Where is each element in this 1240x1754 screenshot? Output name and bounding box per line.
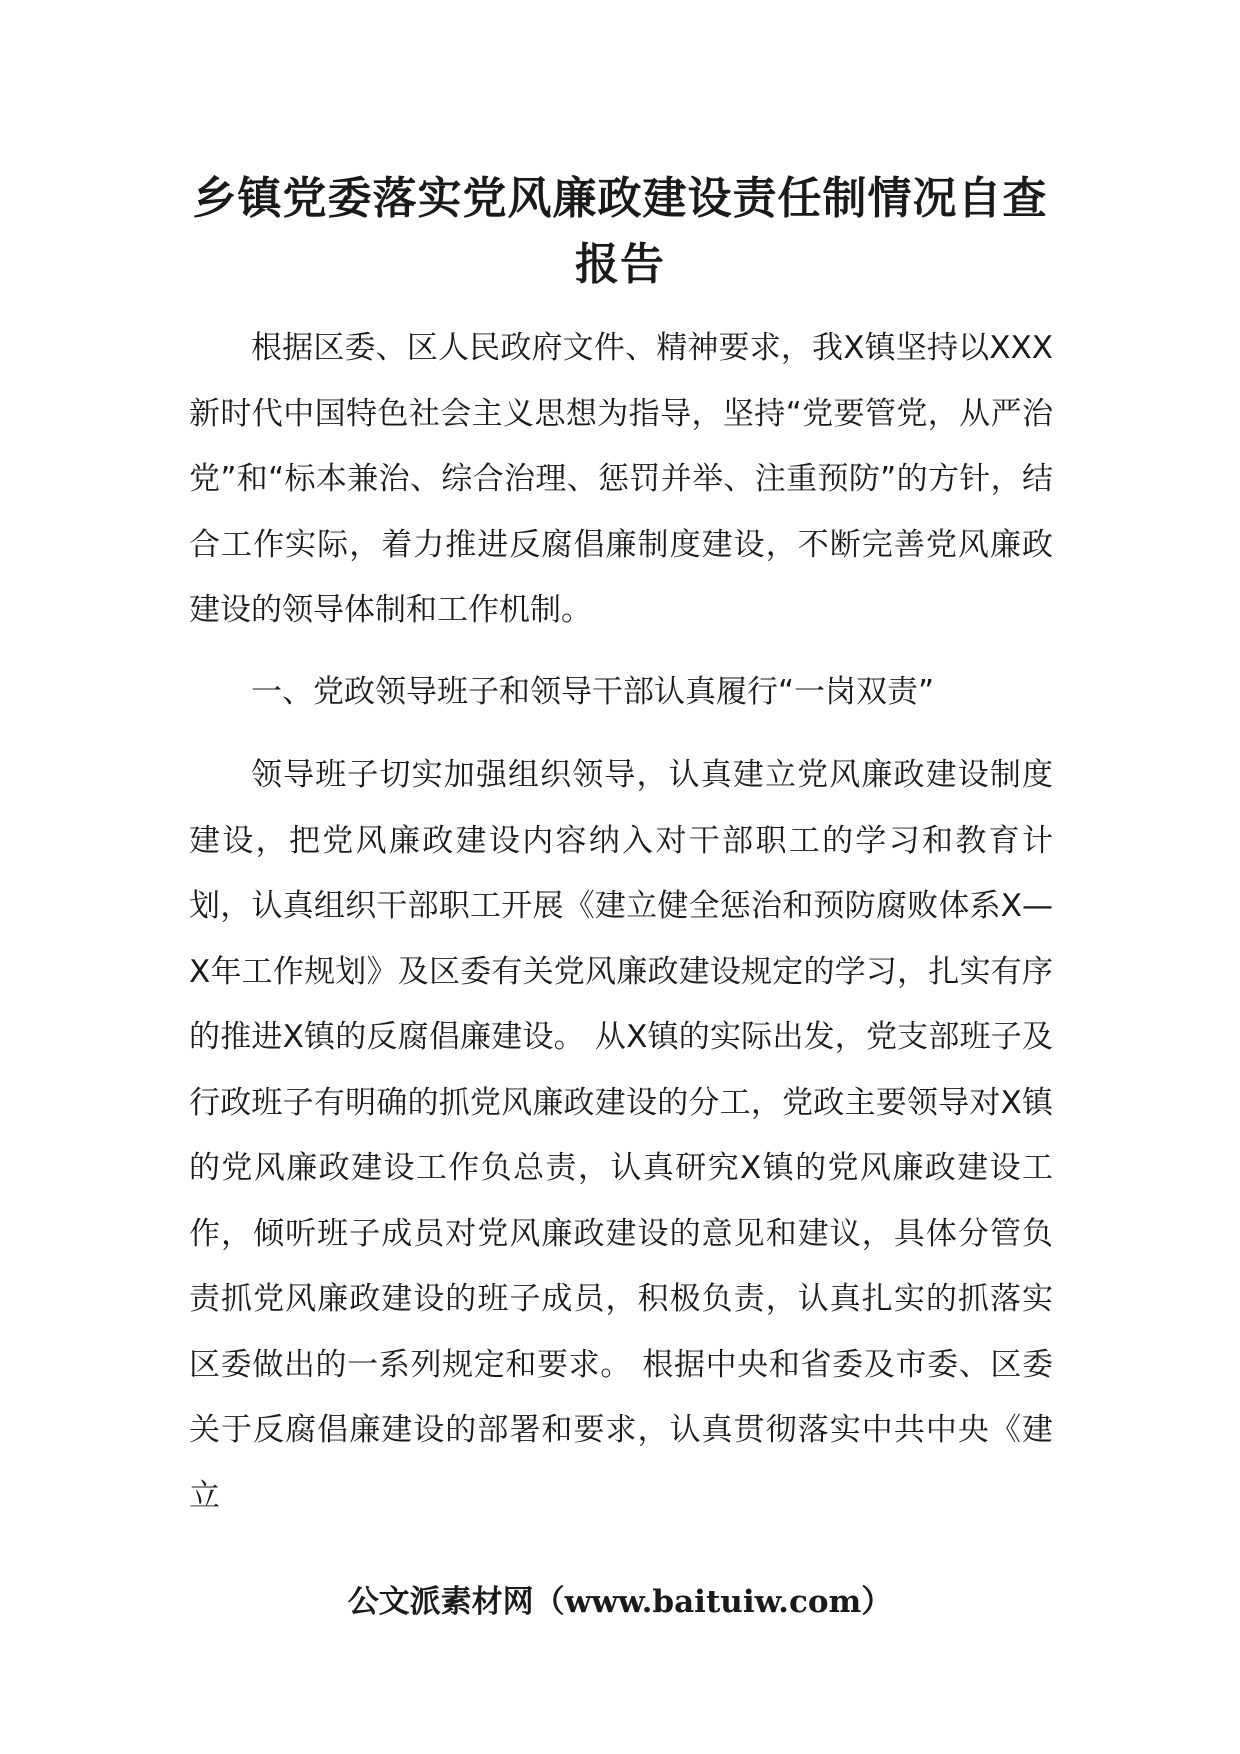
paragraph-section-1: 领导班子切实加强组织领导，认真建立党风廉政建设制度建设，把党风廉政建设内容纳入对干部职工的学习和教育计划，认真组织干部职工开展《建立健全惩治和预防腐败体系X—X年工作规划》及区委有关党风廉政建设规定的学习，扎实有序的推进X镇的反腐倡廉建设。 从X镇的实际出发，党支部班子及行政班子有明确的抓党风廉政建设的分工，党政主要领导对X镇的党风廉政建设工作负总责，认真研究X镇的党风廉政建设工作，倾听班子成员对党风廉政建设的意见和建议，具体分管负责抓党风廉政建设的班子成员，积极负责，认真扎实的抓落实区委做出的一系列规定和要求。 根据中央和省委及市委、区委关于反腐倡廉建设的部署和要求，认真贯彻落实中共中央《建立 (189, 757, 1053, 1514)
section-heading-1: 一、党政领导班子和领导干部认真履行“一岗双责” (251, 674, 935, 710)
paragraph-intro: 根据区委、区人民政府文件、精神要求，我X镇坚持以XXX新时代中国特色社会主义思想为指导，坚持“党要管党，从严治党”和“标本兼治、综合治理、惩罚并举、注重预防”的方针，结合工作实际，着力推进反腐倡廉制度建设，不断完善党风廉政建设的领导体制和工作机制。 (189, 330, 1053, 628)
document-title: 乡镇党委落实党风廉政建设责任制情况自查报告 (192, 173, 1048, 290)
footer-watermark: 公文派素材网（www.baituiw.com） (347, 1584, 893, 1620)
